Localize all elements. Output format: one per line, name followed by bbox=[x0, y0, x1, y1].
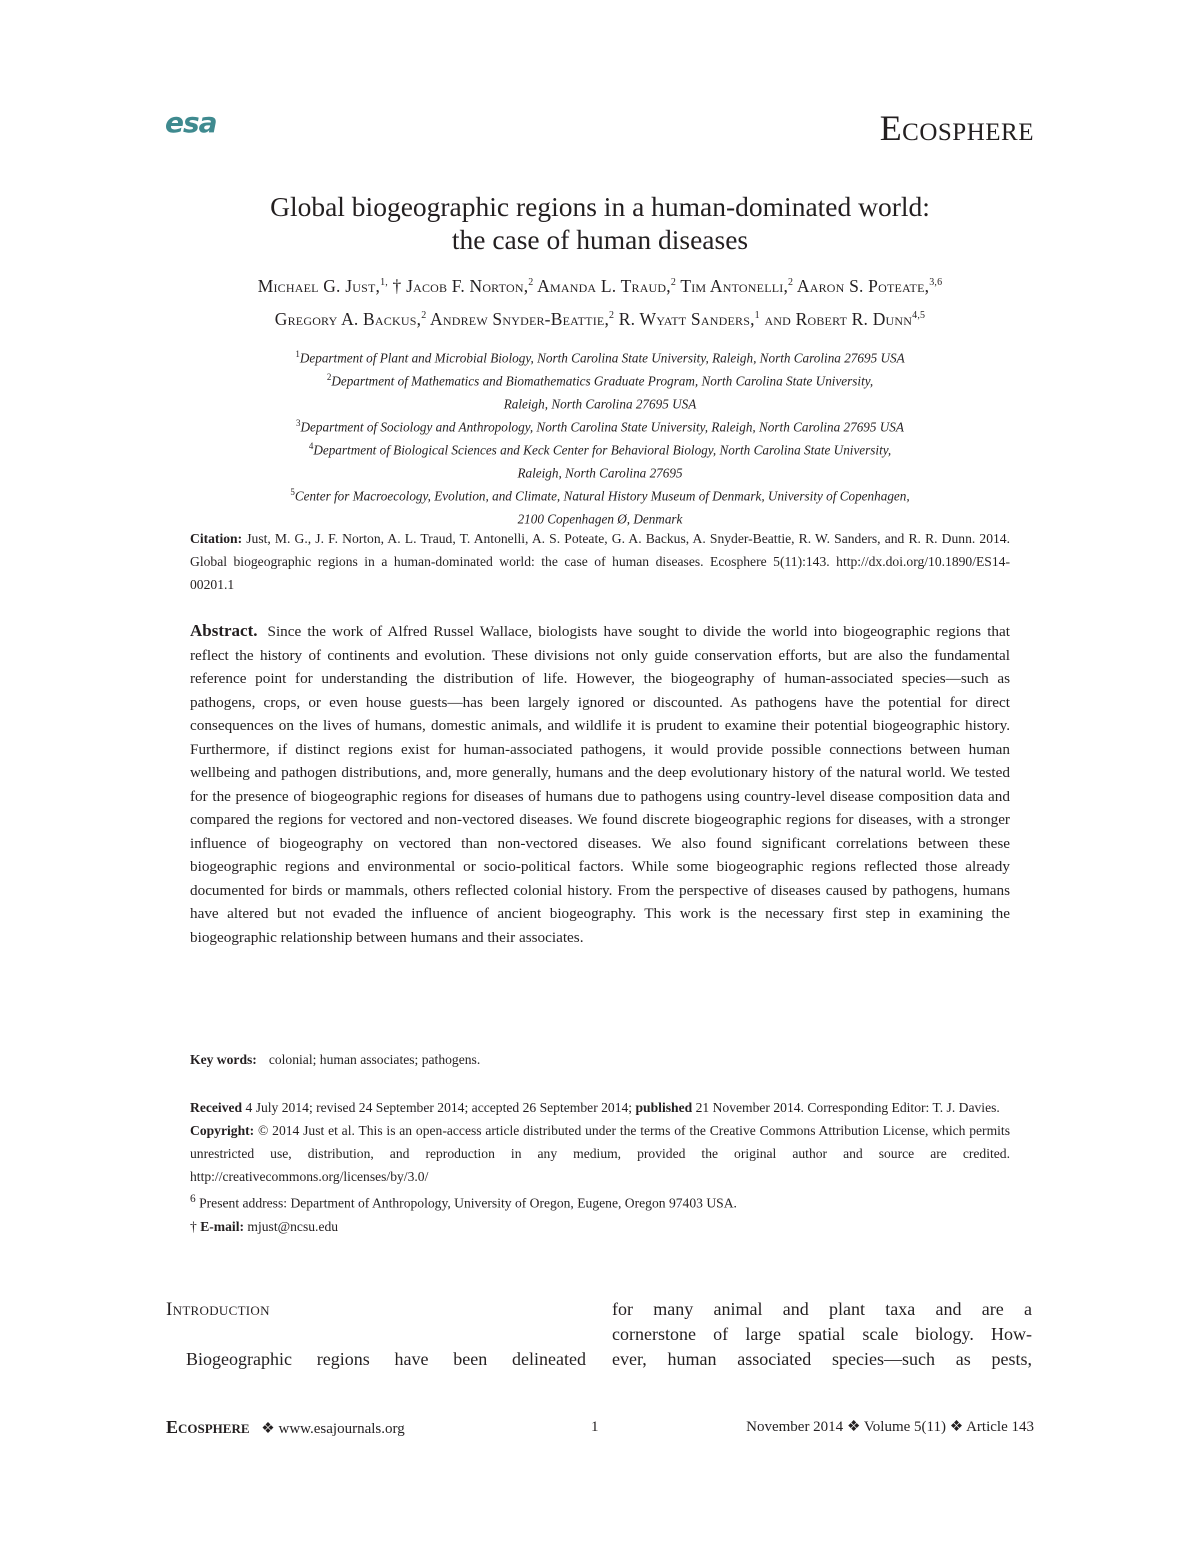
copyright-text: © 2014 Just et al. This is an open-access article distributed under the terms of the Creative Commons Attribution License, which permits unrestricted use, distribution, and reproduction in any medium, provided the original author and source are credited. http://creativecommons.org/licenses/by/3.0/ bbox=[190, 1123, 1010, 1184]
body-line: for many animal and plant taxa and are a bbox=[612, 1299, 1032, 1319]
published-date: 21 November 2014. bbox=[695, 1100, 804, 1115]
article-history bbox=[190, 1096, 1010, 1238]
abstract-text: Since the work of Alfred Russel Wallace, biologists have sought to divide the world into biogeographic regions that reflect the history of continents and evolution. These divisions not only guide conservation efforts, but are also the fundamental reference point for understanding the distribution of life. However, the biogeography of human-associated species—such as pathogens, crops, or even house guests—has been largely ignored or discounted. As pathogens have the potential for direct consequences on the lives of humans, domestic animals, and wildlife it is prudent to examine their potential biogeographic history. Furthermore, if distinct regions exist for human-associated pathogens, it would provide possible connections between human wellbeing and pathogen distributions, and, more generally, humans and the deep evolutionary history of the natural world. We tested for the presence of biogeographic regions for diseases of humans due to pathogens using country-level disease composition data and compared the regions for vectored and non-vectored diseases. We found discrete biogeographic regions for diseases, with a stronger influence of biogeography on vectored than non-vectored diseases. We also found significant correlations between these biogeographic regions and environmental or socio-political factors. While some biogeographic regions reflected those already documented for birds or mammals, others reflected colonial history. From the perspective of diseases caused by pathogens, humans have altered but not evaded the influence of ancient biogeography. This work is the necessary first step in examining the biogeographic relationship between humans and their associates. bbox=[190, 623, 1010, 946]
keywords-text: colonial; human associates; pathogens. bbox=[268, 1052, 481, 1067]
separator-icon: ❖ bbox=[949, 1419, 964, 1435]
title-line-2: the case of human diseases bbox=[451, 224, 749, 255]
author-affil-marker: 2 bbox=[421, 309, 427, 321]
esa-logo: esa bbox=[165, 106, 217, 139]
corresponding-editor: Corresponding Editor: T. J. Davies. bbox=[807, 1100, 1000, 1115]
author-name: and Robert R. Dunn bbox=[764, 308, 913, 329]
affiliation-line: Raleigh, North Carolina 27695 bbox=[517, 465, 683, 481]
footer-month: November 2014 bbox=[746, 1419, 844, 1435]
separator-icon: ❖ bbox=[846, 1419, 861, 1435]
author-name: Amanda L. Traud, bbox=[537, 275, 671, 296]
author-name: Tim Antonelli, bbox=[680, 275, 789, 296]
received-label: Received bbox=[190, 1100, 243, 1115]
citation bbox=[190, 527, 1010, 596]
abstract-label: Abstract. bbox=[190, 621, 258, 640]
author-name: Aaron S. Poteate, bbox=[796, 275, 930, 296]
affiliations bbox=[150, 345, 1050, 529]
left-column bbox=[166, 1297, 586, 1372]
author-affil-marker: 2 bbox=[528, 277, 534, 288]
footer-volume: Volume 5(11) bbox=[863, 1419, 946, 1435]
author-affil-marker: 3,6 bbox=[929, 277, 943, 288]
published-label: published bbox=[635, 1100, 693, 1115]
author-name: Gregory A. Backus, bbox=[274, 308, 422, 329]
copyright bbox=[190, 1119, 1010, 1188]
footer-journal: Ecosphere bbox=[166, 1417, 250, 1437]
section-heading: Introduction bbox=[166, 1299, 270, 1320]
intro-paragraph: Biogeographic regions have been delineated bbox=[186, 1349, 586, 1369]
author-affil-marker: 4,5 bbox=[912, 309, 926, 321]
author-affil-marker: 1, bbox=[380, 277, 388, 288]
body-line: ever, human associated species—such as pests, bbox=[612, 1349, 1032, 1369]
author-line-1 bbox=[150, 268, 1050, 301]
abstract bbox=[190, 619, 1010, 949]
title-line-1: Global biogeographic regions in a human-dominated world: bbox=[270, 191, 930, 222]
keywords bbox=[190, 1048, 1010, 1071]
copyright-label: Copyright: bbox=[190, 1123, 255, 1138]
author-name: Michael G. Just, bbox=[257, 275, 381, 296]
citation-text: Just, M. G., J. F. Norton, A. L. Traud, T. Antonelli, A. S. Poteate, G. A. Backus, A. Snyder-Beattie, R. W. Sanders, and R. R. Dunn. 2014. Global biogeographic regions in a human-dominated world: the case of human diseases. Ecosphere 5(11):143. http://dx.doi.org/10.1890/ES14-00201.1 bbox=[190, 531, 1010, 592]
affiliation-line: 2100 Copenhagen Ø, Denmark bbox=[517, 511, 683, 527]
footer-website[interactable]: www.esajournals.org bbox=[278, 1421, 405, 1437]
author-affil-marker: 2 bbox=[670, 277, 677, 288]
separator-icon: ❖ bbox=[261, 1421, 275, 1437]
author-name: † Jacob F. Norton, bbox=[392, 275, 529, 296]
affiliation-line: $^5$Center for Macroecology, Evolution, and Climate, Natural History Museum of Denmark, University of Copenhagen, bbox=[290, 486, 910, 504]
affiliation-line: $^3$Department of Sociology and Anthropology, North Carolina State University, Raleigh, North Carolina 27695 USA bbox=[296, 417, 904, 435]
footer-left bbox=[166, 1415, 405, 1441]
affiliation-line: $^1$Department of Plant and Microbial Biology, North Carolina State University, Raleigh, North Carolina 27695 USA bbox=[295, 349, 905, 366]
body-line: cornerstone of large spatial scale biology. How- bbox=[612, 1324, 1032, 1344]
page-footer bbox=[166, 1415, 1034, 1439]
email-label: E-mail: bbox=[200, 1218, 244, 1234]
author-list bbox=[150, 268, 1050, 334]
page-number: 1 bbox=[591, 1419, 599, 1435]
citation-label: Citation: bbox=[190, 531, 243, 546]
affiliation-line: $^2$Department of Mathematics and Biomathematics Graduate Program, North Carolina State University, bbox=[326, 371, 874, 389]
author-name: Andrew Snyder-Beattie, bbox=[430, 308, 610, 329]
footer-article: Article 143 bbox=[966, 1419, 1034, 1435]
author-affil-marker: 2 bbox=[609, 309, 615, 321]
affiliation-line: $^4$Department of Biological Sciences and Keck Center for Behavioral Biology, North Carolina State University, bbox=[308, 440, 892, 458]
author-affil-marker: 2 bbox=[788, 277, 794, 288]
journal-name: Ecosphere bbox=[879, 108, 1034, 148]
keywords-label: Key words: bbox=[190, 1052, 257, 1067]
email-mark: † bbox=[190, 1218, 197, 1234]
present-address-marker: 6 bbox=[190, 1193, 196, 1205]
present-address bbox=[190, 1188, 1010, 1215]
email-line bbox=[190, 1215, 1010, 1238]
dates-line bbox=[190, 1096, 1010, 1119]
author-affil-marker: 1 bbox=[754, 309, 760, 321]
author-line-2 bbox=[150, 301, 1050, 334]
present-address-text: Present address: Department of Anthropology, University of Oregon, Eugene, Oregon 97403 USA. bbox=[199, 1195, 737, 1211]
author-name: R. Wyatt Sanders, bbox=[618, 308, 755, 329]
affiliation-line: Raleigh, North Carolina 27695 USA bbox=[503, 396, 697, 412]
right-column bbox=[612, 1297, 1032, 1372]
article-title bbox=[150, 190, 1050, 256]
email-address[interactable]: mjust@ncsu.edu bbox=[247, 1218, 339, 1234]
footer-right bbox=[746, 1415, 1034, 1439]
received-dates: 4 July 2014; revised 24 September 2014; accepted 26 September 2014; bbox=[245, 1100, 633, 1115]
